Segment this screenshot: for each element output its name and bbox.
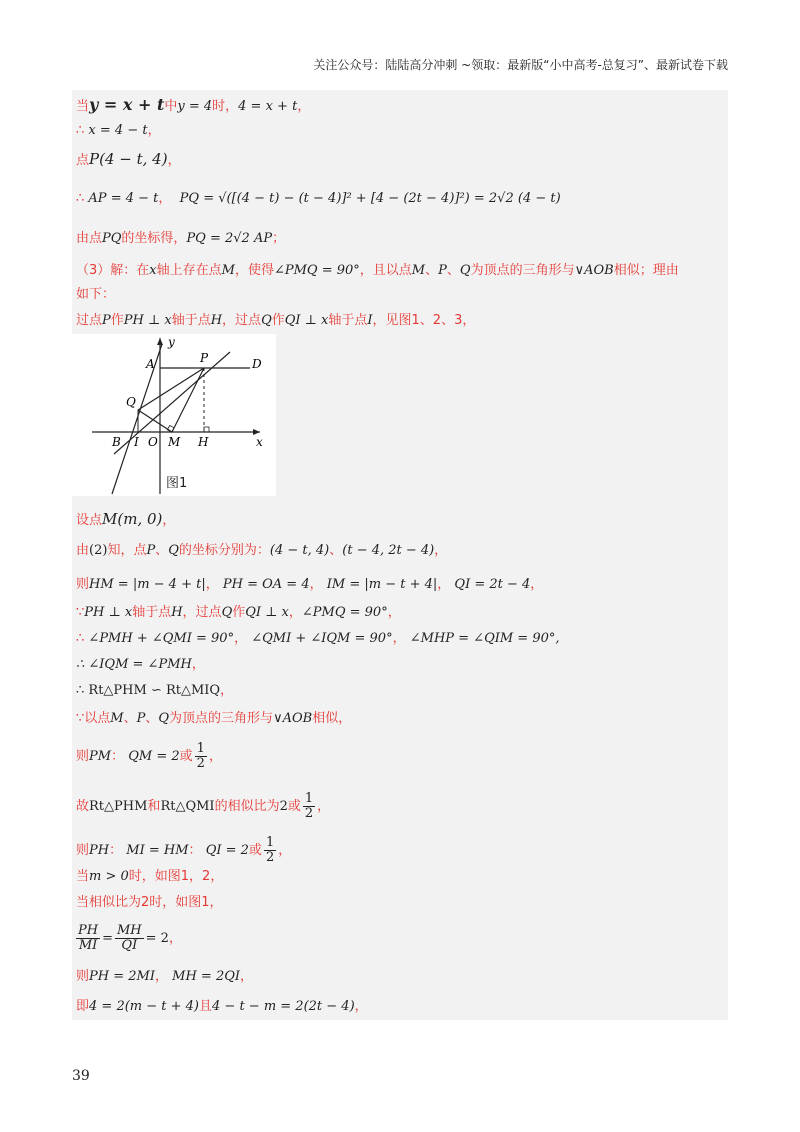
- text: 为顶点的三角形与: [470, 263, 575, 278]
- text: ∵: [76, 605, 85, 620]
- denominator: 2: [265, 850, 275, 865]
- math: QI ⊥ x: [284, 313, 329, 328]
- math: P(4 − t, 4): [89, 150, 168, 168]
- text: 或: [287, 799, 301, 814]
- fraction-one-half: [264, 836, 276, 865]
- text: ，: [278, 843, 292, 858]
- math: M: [221, 263, 235, 278]
- text: 、: [155, 543, 169, 558]
- math: M: [411, 263, 426, 278]
- text: 当: [76, 869, 90, 884]
- math: H: [171, 605, 183, 620]
- line-11: [76, 576, 543, 594]
- text: 过点: [76, 313, 103, 328]
- text: 由: [76, 543, 90, 558]
- math: (4 − t, 4): [269, 543, 330, 558]
- math: PQ = 2√2 AP: [186, 231, 273, 246]
- line-15: [76, 682, 233, 700]
- page-header: 关注公众号：陆陆高分冲刺 ~领取：最新版“小中高考-总复习”、最新试卷下载: [313, 58, 728, 72]
- text: ，: [354, 999, 368, 1014]
- label-a: A: [146, 357, 155, 371]
- text: 即: [76, 999, 90, 1014]
- label-b: B: [112, 435, 121, 449]
- text: ，见图1、2、3，: [372, 313, 476, 328]
- text: 的坐标得，: [121, 231, 187, 246]
- text: 设点: [76, 513, 103, 528]
- math: MI = HM: [126, 843, 189, 858]
- text: 、: [329, 543, 343, 558]
- line-7: [76, 286, 115, 304]
- fraction-mh-qi: [115, 924, 144, 953]
- figure-1: [72, 334, 276, 496]
- line-21: [76, 894, 223, 912]
- text: ，: [220, 683, 234, 698]
- text: ∴: [76, 191, 85, 206]
- math: 2: [279, 799, 288, 814]
- denominator: QI: [121, 938, 138, 953]
- text: ，且以点: [359, 263, 412, 278]
- fraction-one-half: [303, 792, 315, 821]
- denominator: 2: [304, 806, 314, 821]
- text: 轴于点: [171, 313, 211, 328]
- text: 时，如图1，2，: [128, 869, 224, 884]
- line-13: [76, 630, 560, 648]
- math: Q: [168, 543, 179, 558]
- math: QI = 2: [205, 843, 249, 858]
- numerator: 1: [196, 741, 205, 756]
- text: ，: [288, 605, 302, 620]
- label-i: I: [134, 435, 139, 449]
- numerator: 1: [304, 791, 314, 806]
- text: 故: [76, 799, 90, 814]
- math: = 2: [145, 931, 169, 946]
- text: 、: [145, 711, 159, 726]
- line-4: [76, 190, 561, 208]
- text: ，: [309, 577, 323, 592]
- right-angle-h: [204, 427, 209, 432]
- label-o: O: [148, 435, 158, 449]
- line-2: [76, 122, 161, 140]
- text: 为顶点的三角形与: [169, 711, 274, 726]
- label-y: y: [168, 335, 175, 349]
- fraction-one-half: [195, 742, 207, 771]
- text: ∵以点: [76, 711, 111, 726]
- math: PH = OA = 4: [222, 577, 310, 592]
- math: HM = |m − 4 + t|: [89, 577, 206, 592]
- text: 轴上存在点: [156, 263, 222, 278]
- math: ∴ ∠IQM = ∠PMH: [76, 657, 192, 672]
- text: ，: [191, 657, 205, 672]
- text: 相似，: [312, 711, 352, 726]
- text: ，: [154, 969, 168, 984]
- text: 时，: [212, 99, 239, 114]
- text: 作: [271, 313, 285, 328]
- line-14: [76, 656, 205, 674]
- math: P: [438, 263, 447, 278]
- math: M(m, 0): [102, 510, 163, 528]
- text: （3）解：在: [76, 263, 150, 278]
- text: 则: [76, 577, 90, 592]
- math: PH ⊥ x: [123, 313, 172, 328]
- math: Rt△PHM: [89, 799, 148, 814]
- text: 作: [232, 605, 246, 620]
- text: 由点: [76, 231, 103, 246]
- text: ，: [392, 631, 406, 646]
- text: 点: [76, 153, 90, 168]
- text: ，: [205, 577, 219, 592]
- text: ，: [530, 577, 544, 592]
- denominator: MI: [78, 938, 98, 953]
- text: 则: [76, 969, 90, 984]
- text: 且: [199, 999, 213, 1014]
- denominator: 2: [196, 756, 205, 771]
- math: MH = 2QI: [172, 969, 241, 984]
- line-17: [76, 742, 222, 771]
- text: ，: [434, 543, 448, 558]
- text: ，: [158, 191, 172, 206]
- math: (2): [89, 543, 108, 558]
- figure-caption: 图1: [166, 476, 188, 491]
- math: P: [102, 313, 111, 328]
- text: ，: [162, 513, 176, 528]
- text: 、: [425, 263, 439, 278]
- math: H: [210, 313, 223, 328]
- solution-content: [72, 90, 728, 1020]
- label-m: M: [168, 435, 181, 449]
- math: QI = 2t − 4: [454, 577, 531, 592]
- math: ∠PMQ = 90°: [273, 263, 360, 278]
- text: ，: [437, 577, 451, 592]
- numerator: 1: [265, 835, 275, 850]
- math: m > 0: [89, 869, 129, 884]
- math: 4 = 2(m − t + 4): [89, 999, 199, 1014]
- math: ∠PMH + ∠QMI = 90°: [88, 631, 235, 646]
- text: 和: [147, 799, 161, 814]
- math: x: [149, 263, 157, 278]
- text: 如下：: [76, 287, 116, 302]
- text: 轴于点: [328, 313, 368, 328]
- text: 当相似比为2时，如图1，: [76, 895, 223, 910]
- line-20: [76, 868, 223, 886]
- math: P: [136, 711, 146, 726]
- line-16: [76, 710, 351, 728]
- math: y = 4: [177, 99, 213, 114]
- text: 轴于点: [132, 605, 172, 620]
- label-x: x: [256, 435, 263, 449]
- math: 4 = x + t: [238, 99, 298, 114]
- math: I: [367, 313, 373, 328]
- text: ，: [240, 969, 254, 984]
- line-5: [76, 230, 285, 248]
- text: ∴: [76, 123, 85, 138]
- line-22: [76, 924, 182, 953]
- math: P: [146, 543, 156, 558]
- line-9: [76, 510, 175, 530]
- label-h: H: [198, 435, 209, 449]
- text: 当: [76, 99, 90, 114]
- line-12: [76, 604, 401, 622]
- label-d: D: [252, 357, 262, 371]
- math: ∨AOB: [574, 263, 614, 278]
- math: Rt△QMI: [160, 799, 215, 814]
- text: ，: [387, 605, 401, 620]
- text: 则: [76, 843, 90, 858]
- text: ，: [234, 631, 248, 646]
- math: M: [110, 711, 124, 726]
- text: 作: [110, 313, 124, 328]
- text: 或: [248, 843, 262, 858]
- page-number: 39: [72, 1068, 90, 1084]
- math: IM = |m − t + 4|: [326, 577, 438, 592]
- math: =: [102, 931, 113, 946]
- math: PH ⊥ x: [84, 605, 133, 620]
- text: ，: [147, 123, 161, 138]
- line-24: [76, 998, 368, 1016]
- text: 、: [446, 263, 460, 278]
- fraction-ph-mi: [76, 924, 100, 953]
- line-23: [76, 968, 253, 986]
- math: ∠QMI + ∠IQM = 90°: [251, 631, 393, 646]
- text: 、: [123, 711, 137, 726]
- math: ∠MHP = ∠QIM = 90°,: [409, 631, 560, 646]
- text: ；: [272, 231, 286, 246]
- math: PQ = √([(4 − t) − (t − 4)]² + [4 − (2t − 4)]²) = 2√2 (4 − t): [179, 191, 561, 206]
- line-18: [76, 792, 330, 821]
- math: PQ: [102, 231, 122, 246]
- line-10: [76, 542, 447, 560]
- label-p: P: [200, 351, 209, 365]
- text: ，过点: [182, 605, 222, 620]
- text: 的坐标分别为：: [178, 543, 270, 558]
- line-8: [76, 312, 475, 330]
- math: AP = 4 − t: [88, 191, 159, 206]
- numerator: MH: [117, 923, 142, 938]
- text: ：: [188, 843, 202, 858]
- math: PM: [89, 749, 112, 764]
- text: ，: [208, 749, 222, 764]
- text: ∴: [76, 631, 85, 646]
- math: Q: [459, 263, 471, 278]
- line-3: [76, 150, 181, 170]
- text: 则: [76, 749, 90, 764]
- math: PH: [89, 843, 110, 858]
- text: ：: [111, 749, 125, 764]
- text: 或: [179, 749, 193, 764]
- math: Q: [221, 605, 233, 620]
- math: ∨AOB: [273, 711, 313, 726]
- math: ∠PMQ = 90°: [301, 605, 388, 620]
- text: ，: [168, 931, 182, 946]
- math: 4 − t − m = 2(2t − 4): [212, 999, 355, 1014]
- line-6: [76, 262, 679, 280]
- math: QM = 2: [128, 749, 180, 764]
- text: 知，点: [107, 543, 147, 558]
- numerator: PH: [78, 923, 99, 938]
- math: Q: [158, 711, 170, 726]
- text: ，使得: [234, 263, 274, 278]
- math: PH = 2MI: [89, 969, 155, 984]
- math: y = x + t: [89, 95, 165, 114]
- math: (t − 4, 2t − 4): [342, 543, 435, 558]
- text: 相似；理由: [613, 263, 679, 278]
- text: ，: [167, 153, 181, 168]
- text: ，过点: [222, 313, 262, 328]
- label-q: Q: [126, 395, 136, 409]
- text: ，: [317, 799, 331, 814]
- line-19: [76, 836, 291, 865]
- line-1: [76, 96, 310, 116]
- text: 的相似比为: [214, 799, 280, 814]
- text: ，: [297, 99, 311, 114]
- math: Q: [261, 313, 272, 328]
- math: QI ⊥ x: [245, 605, 289, 620]
- math: x = 4 − t: [88, 123, 148, 138]
- text: ：: [109, 843, 123, 858]
- math: ∴ Rt△PHM ∽ Rt△MIQ: [76, 683, 221, 698]
- y-axis-arrow: [157, 338, 163, 345]
- text: 中: [164, 99, 178, 114]
